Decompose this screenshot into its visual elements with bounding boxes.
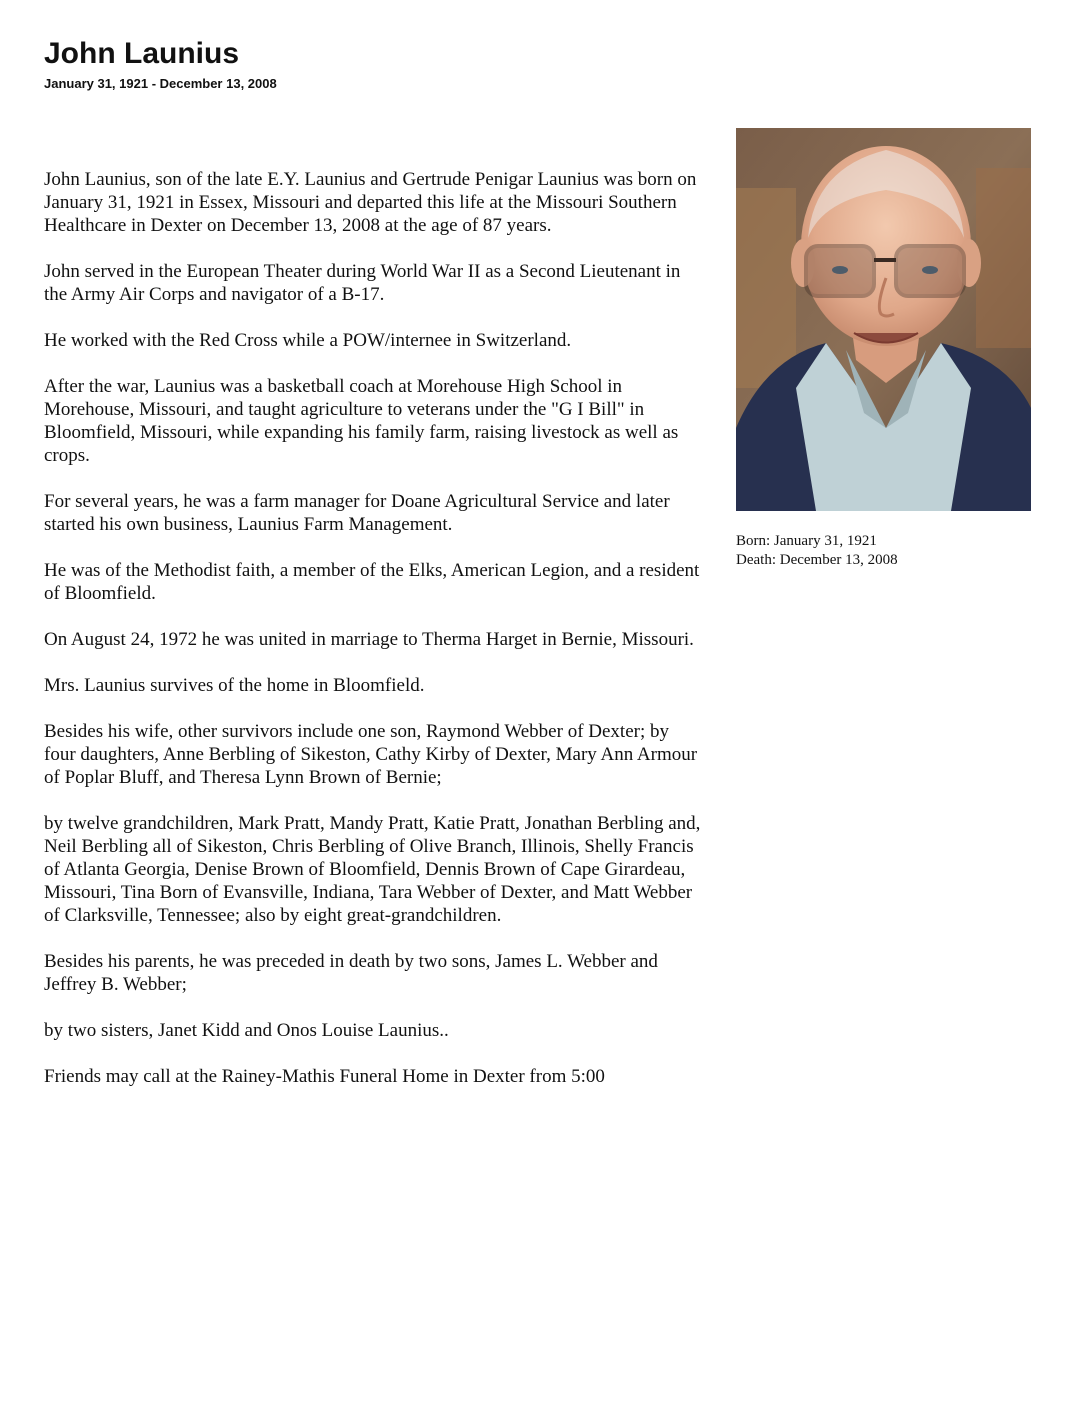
life-dates: January 31, 1921 - December 13, 2008 [44,76,277,91]
death-date: Death: December 13, 2008 [736,552,898,568]
paragraph-red-cross: He worked with the Red Cross while a POW/internee in Switzerland. [44,330,572,351]
paragraph-wife: Mrs. Launius survives of the home in Bloomfield. [44,675,425,696]
paragraph-birth: John Launius, son of the late E.Y. Launius and Gertrude Penigar Launius was born on January 31, 1921 in Essex, Missouri and departed this life at the Missouri Southern Healthcare in Dexter on December 13, 2008 at the age of 87 years. [44,169,697,236]
paragraph-affiliations: He was of the Methodist faith, a member of the Elks, American Legion, and a resident of Bloomfield. [44,560,700,604]
page-title: John Launius [44,37,239,70]
paragraph-grandchildren: by twelve grandchildren, Mark Pratt, Mandy Pratt, Katie Pratt, Jonathan Berbling and, Neil Berbling all of Sikeston, Chris Berbling of Olive Branch, Illinois, Shelly Francis of Atlanta Georgia, Denise Brown of Bloomfield, Dennis Brown of Cape Girardeau, Missouri, Tina Born of Evansville, Indiana, Tara Webber of Dexter, and Matt Webber of Clarksville, Tennessee; also by eight great-grandchildren. [44,813,701,926]
paragraph-career: For several years, he was a farm manager for Doane Agricultural Service and later started his own business, Launius Farm Management. [44,491,670,535]
obituary-body [44,168,704,1111]
paragraph-after-war: After the war, Launius was a basketball coach at Morehouse High School in Morehouse, Missouri, and taught agriculture to veterans under the "G I Bill" in Bloomfield, Missouri, while expanding his family farm, raising livestock as well as crops. [44,376,679,466]
paragraph-survivors: Besides his wife, other survivors include one son, Raymond Webber of Dexter; by four daughters, Anne Berbling of Sikeston, Cathy Kirby of Dexter, Mary Ann Armour of Poplar Bluff, and Theresa Lynn Brown of Bernie; [44,721,698,788]
born-date: Born: January 31, 1921 [736,533,877,549]
paragraph-sisters: by two sisters, Janet Kidd and Onos Louise Launius.. [44,1020,449,1041]
paragraph-preceded: Besides his parents, he was preceded in death by two sons, James L. Webber and Jeffrey B. Webber; [44,951,658,995]
portrait-photo [736,128,1031,511]
paragraph-visitation: Friends may call at the Rainey-Mathis Funeral Home in Dexter from 5:00 [44,1066,605,1087]
obituary-header [44,36,277,92]
paragraph-military: John served in the European Theater during World War II as a Second Lieutenant in the Army Air Corps and navigator of a B-17. [44,261,681,305]
paragraph-marriage: On August 24, 1972 he was united in marriage to Therma Harget in Bernie, Missouri. [44,629,694,650]
photo-caption [736,532,898,570]
